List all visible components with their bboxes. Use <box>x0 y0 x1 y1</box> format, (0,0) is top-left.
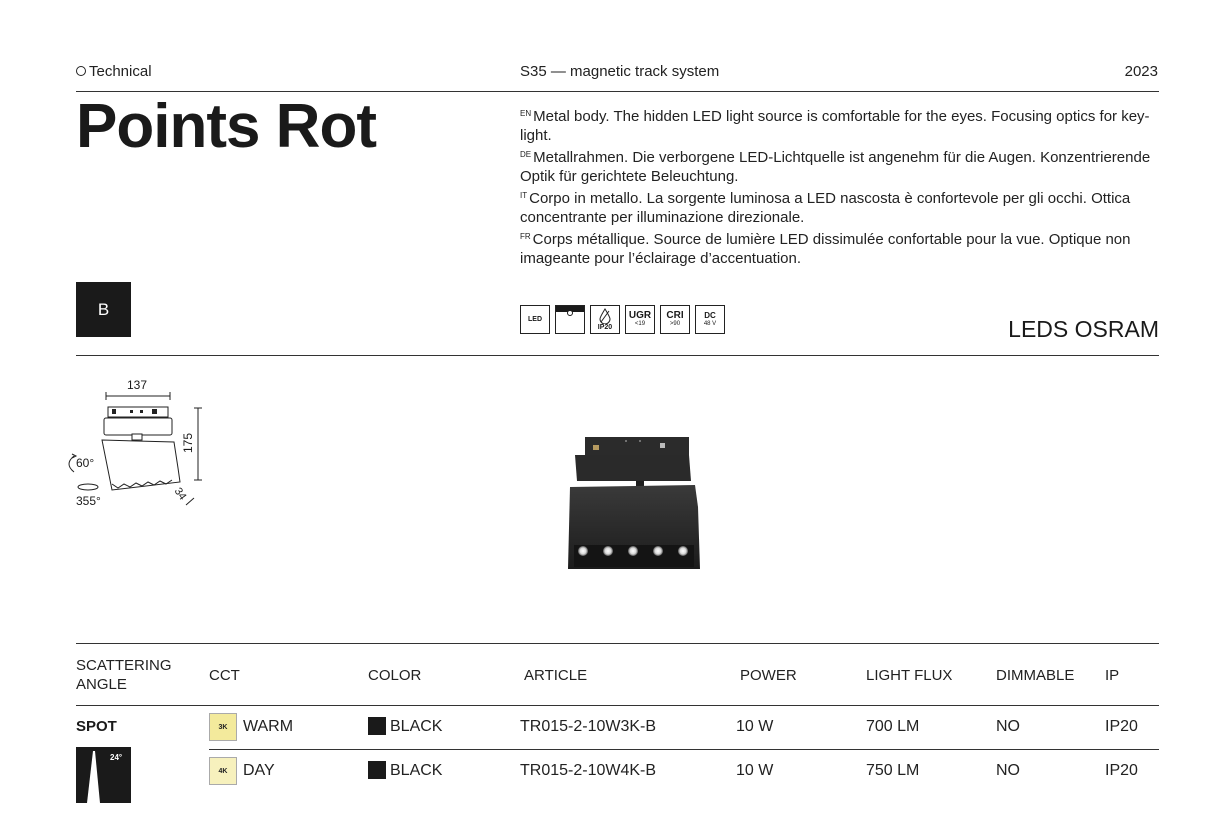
col-header-dimmable: DIMMABLE <box>996 667 1075 684</box>
color-swatch <box>368 761 386 779</box>
section-label <box>76 63 152 80</box>
row2-dimmable: NO <box>996 762 1020 779</box>
dim-height: 175 <box>181 432 196 454</box>
product-image <box>560 433 710 573</box>
col-header-power: POWER <box>740 667 797 684</box>
col-header-color: COLOR <box>368 667 422 684</box>
led-brand-note: LEDS OSRAM <box>1008 316 1159 342</box>
dc-voltage-icon: DC 48 V <box>695 305 725 334</box>
technical-drawing <box>60 372 220 522</box>
row2-power: 10 W <box>736 762 774 779</box>
dim-width: 137 <box>127 378 148 392</box>
color-swatch <box>368 717 386 735</box>
series-label: S35 — magnetic track system <box>520 63 720 80</box>
row2-cct: 4K DAY <box>209 757 275 785</box>
col-header-angle: SCATTERING ANGLE <box>76 657 172 693</box>
beam-angle-icon: 24° <box>76 747 131 803</box>
row2-flux: 750 LM <box>866 762 920 779</box>
col-header-ip: IP <box>1105 667 1120 684</box>
row1-cct: 3K WARM <box>209 713 293 741</box>
product-title: Points Rot <box>76 92 376 161</box>
row1-article: TR015-2-10W3K-B <box>520 718 657 735</box>
description-it: $^{IT}$ Corpo in metallo. La sorgente luminosa a LED nascosta è confortevole per gli occhi. Ottica concentrante per illuminazione direzionale. <box>520 190 1131 226</box>
cct-swatch: 4K <box>209 757 237 785</box>
year-label: 2023 <box>1124 63 1158 80</box>
category-badge: B <box>76 282 131 337</box>
section-text: Technical <box>89 63 152 80</box>
cri-icon: CRI >90 <box>660 305 690 334</box>
row1-flux: 700 LM <box>866 718 920 735</box>
led-icon: LED <box>520 305 550 334</box>
beam-label: SPOT <box>76 718 117 735</box>
row2-color: BLACK <box>368 762 442 780</box>
rotation-angle: 355° <box>76 494 101 508</box>
ip-rating-icon: IP20 <box>590 305 620 334</box>
header-row-divider <box>76 705 1159 706</box>
description-en: $^{EN}$ Metal body. The hidden LED light source is comfortable for the eyes. Focusing optics for key-light. <box>520 108 1150 144</box>
table-top-divider <box>76 643 1159 644</box>
row2-ip: IP20 <box>1105 762 1138 779</box>
col-header-flux: LIGHT FLUX <box>866 667 953 684</box>
row1-ip: IP20 <box>1105 718 1138 735</box>
product-description <box>520 104 1160 268</box>
col-header-cct: CCT <box>209 667 240 684</box>
dim-depth: 34 <box>171 485 189 503</box>
circle-icon <box>76 66 86 76</box>
row1-power: 10 W <box>736 718 774 735</box>
col-header-article: ARTICLE <box>524 667 588 684</box>
description-de: $^{DE}$ Metallrahmen. Die verborgene LED-Lichtquelle ist angenehm für die Augen. Konzentrierende Optik für gerichtete Beleuchtung. <box>520 149 1151 185</box>
tilt-angle: 60° <box>76 456 95 470</box>
cct-swatch: 3K <box>209 713 237 741</box>
row1-color: BLACK <box>368 718 442 736</box>
feature-icons <box>520 305 725 334</box>
magnetic-track-icon <box>555 305 585 334</box>
row-divider <box>209 749 1159 750</box>
ugr-icon: UGR <19 <box>625 305 655 334</box>
row2-article: TR015-2-10W4K-B <box>520 762 657 779</box>
section-divider <box>76 355 1159 356</box>
row1-dimmable: NO <box>996 718 1020 735</box>
droplet-icon <box>599 308 611 324</box>
description-fr: $^{FR}$ Corps métallique. Source de lumière LED dissimulée confortable pour la vue. Optique non imageante pour l’éclairage d’accentuation. <box>520 231 1131 267</box>
